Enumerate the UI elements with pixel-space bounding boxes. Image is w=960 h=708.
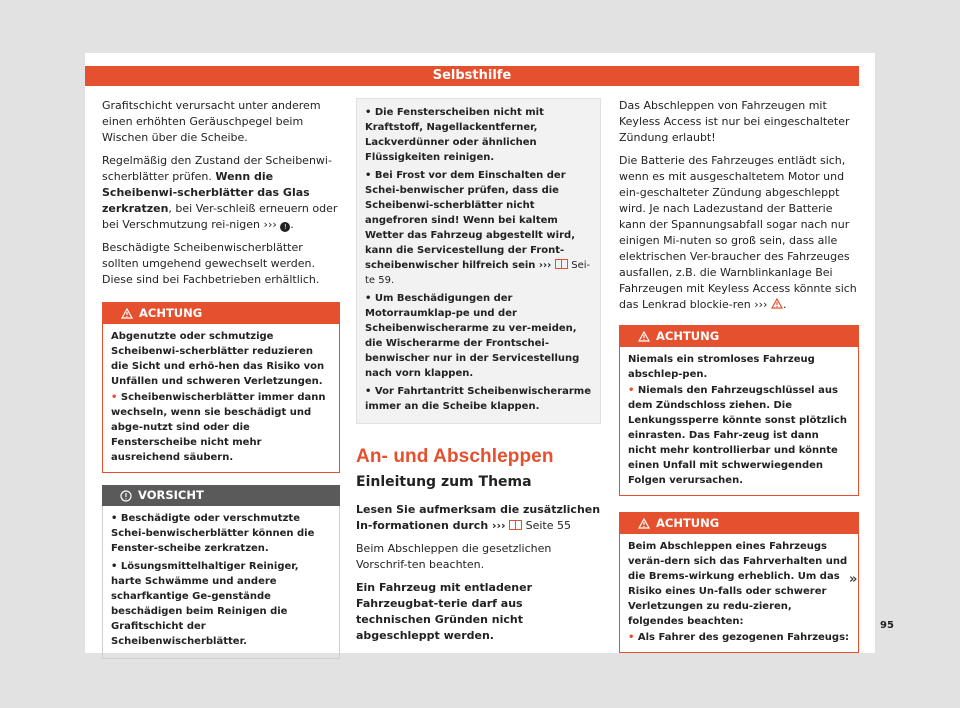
bullet-text: Scheibenwischerblätter immer dann wechseln, wenn sie beschädigt und abge-nutzt sind oder die Fensterscheibe nicht mehr ausreichend säubern. (111, 392, 326, 463)
column-left (102, 98, 340, 659)
warning-triangle-icon (638, 518, 650, 529)
warning-triangle-icon[interactable] (771, 298, 783, 309)
caution-item: • Bei Frost vor dem Einschalten der Schei-benwischer prüfen, dass die Scheibenwi-scherblätter nicht angefroren sind! Wenn bei kaltem Wetter das Fahrzeug abgestellt wird, kann die Servicestellung der Front-scheibenwischer hilfreich sein ››› Sei-te 59. (365, 170, 591, 286)
caution-item-text: Lösungsmittelhaltiger Reiniger, harte Schwämme und andere scharfkantige Ge-genstände beschädigen beim Reinigen die Grafitschicht der Scheibenwischerblätter. (111, 561, 299, 647)
caution-circle-icon (120, 490, 132, 502)
text: Regelmäßig den Zustand der Scheibenwi-scherblätter prüfen. (102, 154, 332, 183)
paragraph: Die Batterie des Fahrzeuges entlädt sich, wenn es mit ausgeschaltetem Motor und ein-geschalteter Zündung abgeschleppt wird. Je nach Ladezustand der Batterie kann der Spannungsabfall sogar nach nur einigen Mi-nuten so groß sein, dass alle elektrischen Ver-braucher des Fahrzeuges ausfallen, z.B. die Warnblinkanlage Bei Fahrzeugen mit Keyless Access könnte sich das Lenkrad blockie-ren ››› . (619, 154, 857, 311)
warning-title: ACHTUNG (656, 329, 720, 343)
lead-text: Lesen Sie aufmerksam die zusätzlichen In-formationen durch ››› (356, 503, 601, 532)
warning-box (619, 325, 859, 496)
caution-box (102, 485, 340, 659)
caution-item: • Vor Fahrtantritt Scheibenwischerarme immer an die Scheibe klappen. (365, 386, 592, 412)
warning-body (620, 347, 858, 495)
paragraph: Grafitschicht verursacht unter anderem einen erhöhten Geräuschpegel beim Wischen über die Scheibe. (102, 99, 321, 144)
caution-item-text: Beschädigte oder verschmutzte Schei-benwischerblätter können die Fenster-scheibe zerkratzen. (111, 513, 315, 554)
warning-box (619, 512, 859, 653)
caution-title: VORSICHT (138, 488, 204, 502)
continued-marker: » (849, 572, 858, 587)
reference-arrow[interactable]: ››› (263, 218, 277, 231)
caution-header (102, 485, 340, 506)
warning-header (103, 303, 339, 324)
book-reference-icon[interactable] (509, 520, 522, 530)
warning-triangle-icon (121, 308, 133, 319)
paragraph (356, 580, 601, 644)
caution-item-text: Vor Fahrtantritt Scheibenwischerarme immer an die Scheibe klappen. (365, 386, 592, 412)
bold-text: Ein Fahrzeug mit entladener Fahrzeugbat-terie darf aus technischen Gründen nicht abgeschleppt werden. (356, 581, 533, 642)
book-reference-icon[interactable] (555, 259, 568, 269)
caution-continuation (356, 98, 601, 424)
warning-text: Beim Abschleppen eines Fahrzeugs verän-dern sich das Fahrverhalten und die Brems-wirkung erheblich. Um das Risiko eines Un-falls oder schwerer Verletzungen zu redu-zieren, folgendes beachten: (628, 541, 848, 627)
paragraph: Beim Abschleppen die gesetzlichen Vorschrif-ten beachten. (356, 542, 552, 571)
warning-title: ACHTUNG (139, 306, 203, 320)
bold-text: Wenn die Scheibenwi-scherblätter das Glas zerkratzen (102, 170, 310, 215)
bullet-text: Als Fahrer des gezogenen Fahrzeugs: (637, 632, 850, 643)
caution-body (102, 506, 340, 659)
caution-item-text: Bei Frost vor dem Einschalten der Schei-benwischer prüfen, dass die Scheibenwi-scherblätter nicht angefroren sind! Wenn bei kaltem Wetter das Fahrzeug abgestellt wird, kann die Servicestellung der Front-scheibenwischer hilfreich sein ››› (365, 170, 575, 271)
chapter-header: Selbsthilfe (85, 66, 859, 86)
caution-item: • Beschädigte oder verschmutzte Schei-benwischerblätter können die Fenster-scheibe zerkratzen. (111, 513, 315, 554)
text: , bei Ver-schleiß erneuern oder bei Verschmutzung rei-nigen (102, 202, 338, 231)
text: Die Batterie des Fahrzeuges entlädt sich, wenn es mit ausgeschaltetem Motor und ein-geschalteter Zündung abgeschleppt wird. Je nach Ladezustand der Batterie kann der Spannungsabfall sogar nach nur einigen Mi-nuten so groß sein, dass alle elektrischen Ver-braucher des Fahrzeuges ausfallen, z.B. die Warnblinkanlage Bei Fahrzeugen mit Keyless Access könnte sich das Lenkrad blockie-ren ››› (619, 154, 857, 311)
warning-title: ACHTUNG (656, 516, 720, 530)
paragraph: Das Abschleppen von Fahrzeugen mit Keyless Access ist nur bei eingeschalteter Zündung erlaubt! (619, 99, 850, 144)
lead-paragraph (356, 502, 601, 534)
warning-triangle-icon (638, 331, 650, 342)
caution-item-text: Die Fensterscheiben nicht mit Kraftstoff, Nagellackentferner, Lackverdünner oder ähnlichen Flüssigkeiten reinigen. (365, 107, 544, 163)
warning-text: Niemals ein stromloses Fahrzeug abschlep-pen. (628, 354, 815, 380)
caution-item: • Die Fensterscheiben nicht mit Kraftstoff, Nagellackentferner, Lackverdünner oder ähnlichen Flüssigkeiten reinigen. (365, 107, 544, 163)
warning-body (620, 534, 858, 652)
warning-bullet: • Scheibenwischerblätter immer dann wechseln, wenn sie beschädigt und abge-nutzt sind oder die Fensterscheibe nicht mehr ausreichend säubern. (111, 392, 326, 463)
paragraph: Beschädigte Scheibenwischerblätter sollten umgehend gewechselt werden. Diese sind bei Fachbetrieben erhältlich. (102, 241, 320, 286)
caution-item: • Um Beschädigungen der Motorraumklap-pe und der Scheibenwischerarme zu ver-meiden, die Wischerarme der Frontschei-benwischer nur in der Servicestellung nach vorn klappen. (365, 293, 580, 379)
warning-header (620, 326, 858, 347)
warning-bullet: • Niemals den Fahrzeugschlüssel aus dem Zündschloss ziehen. Die Lenkungssperre könnte sonst plötzlich einrasten. Das Fahr-zeug ist dann nicht mehr kontrollierbar und könnte einen Unfall mit schwerwiegenden Folgen verursachen. (628, 385, 847, 486)
bullet-text: Niemals den Fahrzeugschlüssel aus dem Zündschloss ziehen. Die Lenkungssperre könnte sonst plötzlich einrasten. Das Fahr-zeug ist dann nicht mehr kontrollierbar und könnte einen Unfall mit schwerwiegenden Folgen verursachen. (628, 385, 847, 486)
warning-body (103, 324, 339, 472)
warning-bullet: • Als Fahrer des gezogenen Fahrzeugs: (628, 632, 850, 643)
warning-header (620, 513, 858, 534)
page-number: 95 (880, 620, 894, 631)
warning-box (102, 302, 340, 473)
page-reference[interactable]: Sei-te 59. (365, 260, 591, 286)
page-reference[interactable]: Seite 55 (525, 519, 571, 532)
caution-item: • Lösungsmittelhaltiger Reiniger, harte Schwämme und andere scharfkantige Ge-genstände beschädigen beim Reinigen die Grafitschicht der Scheibenwischerblätter. (111, 561, 299, 647)
caution-item-text: Um Beschädigungen der Motorraumklap-pe und der Scheibenwischerarme zu ver-meiden, die Wischerarme der Frontschei-benwischer nur in der Servicestellung nach vorn klappen. (365, 293, 580, 379)
column-middle (356, 98, 601, 651)
subsection-title: Einleitung zum Thema (356, 474, 532, 490)
warning-text: Abgenutzte oder schmutzige Scheibenwi-scherblätter reduzieren die Sicht und erhö-hen das Risiko von Unfällen und schweren Verletzungen. (111, 331, 325, 387)
paragraph: Regelmäßig den Zustand der Scheibenwi-scherblätter prüfen. Wenn die Scheibenwi-scherblätter das Glas zerkratzen, bei Ver-schleiß erneuern oder bei Verschmutzung rei-nigen ››› ! . (102, 154, 338, 231)
info-icon[interactable]: ! (280, 222, 290, 232)
section-title: An- und Abschleppen (356, 446, 554, 467)
column-right (619, 98, 859, 653)
